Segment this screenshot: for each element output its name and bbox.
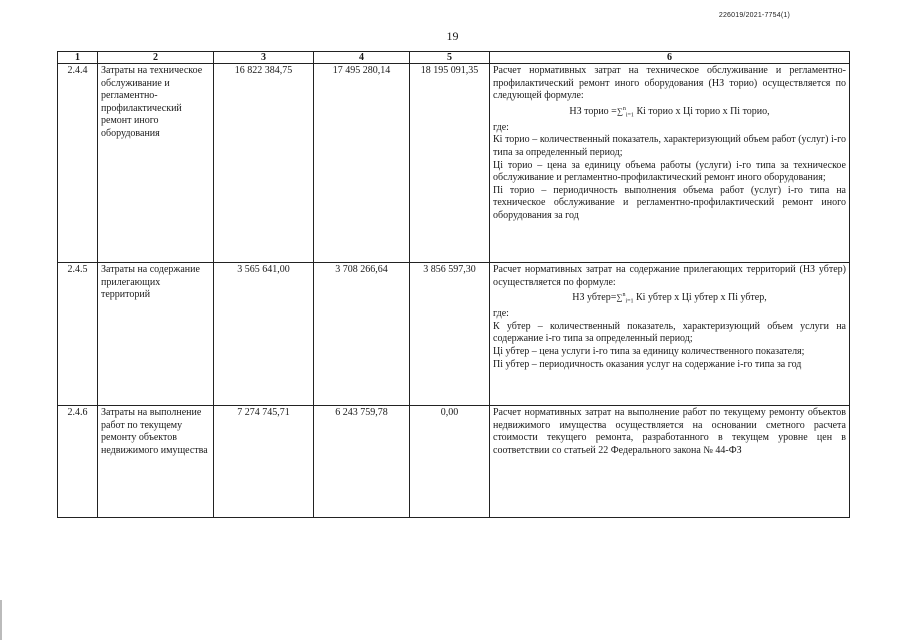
scan-edge-divider [0,600,2,640]
document-number: 226019/2021-7754(1) [718,12,790,19]
formula-right: Кi убтер x Цi убтер x Пi убтер, [633,292,767,304]
definition: Цi убтер – цена услуги i-го типа за единицу количественного показателя; [493,346,805,358]
calculation-description [490,406,850,518]
value-year-3: 3 856 597,30 [410,263,490,406]
table-header-row [58,52,850,64]
sum-symbol-icon: ∑$^n_{i=1}$ [616,292,634,305]
cost-item-name: Затраты на содержание прилегающих территорий [98,263,214,406]
value-year-3: 0,00 [410,406,490,518]
column-header: 2 [98,52,214,64]
row-number: 2.4.6 [58,406,98,518]
calculation-description [490,263,850,406]
cost-item-name: Затраты на техническое обслуживание и регламентно-профилактический ремонт иного оборудования [98,64,214,263]
value-year-3: 18 195 091,35 [410,64,490,263]
value-year-2: 6 243 759,78 [314,406,410,518]
definition: Пi убтер – периодичность оказания услуг на содержание i-го типа за год [493,358,802,370]
description-intro: Расчет нормативных затрат на содержание прилегающих территорий (НЗ убтер) осуществляется по формуле: [493,264,846,288]
formula [493,289,846,308]
formula-left: НЗ торио = [569,105,617,117]
definition: Пi торио – периодичность выполнения объема работ (услуг) i-го типа на техническое обслуживание и регламентно-профилактический ремонт иного оборудования за год [493,184,846,222]
formula-left: НЗ убтер= [572,292,617,304]
where-label: где: [493,121,509,133]
column-header: 5 [410,52,490,64]
definition: Кi торио – количественный показатель, характеризующий объем работ (услуг) i-го типа за определенный период; [493,134,846,159]
column-header: 4 [314,52,410,64]
cost-item-name: Затраты на выполнение работ по текущему ремонту объектов недвижимого имущества [98,406,214,518]
description-intro: Расчет нормативных затрат на техническое обслуживание и регламентно-профилактический ремонт иного оборудования (НЗ торио) осуществляется по следующей формуле: [493,65,846,102]
where-label: где: [493,308,509,320]
formula [493,103,846,122]
column-header: 1 [58,52,98,64]
cost-table [57,51,850,518]
value-year-2: 17 495 280,14 [314,64,410,263]
table-row [58,263,850,406]
description-intro: Расчет нормативных затрат на выполнение работ по текущему ремонту объектов недвижимого имущества осуществляется на основании сметного расчета стоимости текущего ремонта, разработанного в текущем уровне цен в соответствии со статьей 22 Федерального закона № 44-ФЗ [493,407,846,456]
row-number: 2.4.5 [58,263,98,406]
definition: К убтер – количественный показатель, характеризующий объем услуги на содержание i-го типа за определенный период; [493,320,846,345]
value-year-1: 7 274 745,71 [214,406,314,518]
page-number: 19 [446,29,459,43]
value-year-1: 3 565 641,00 [214,263,314,406]
calculation-description [490,64,850,263]
definition: Цi торио – цена за единицу объема работы (услуги) i-го типа за техническое обслуживание и регламентно-профилактический ремонт иного оборудования; [493,159,846,184]
table-row [58,406,850,518]
table-row [58,64,850,263]
row-number: 2.4.4 [58,64,98,263]
sum-symbol-icon: ∑$^n_{i=1}$ [616,105,634,119]
column-header: 3 [214,52,314,64]
value-year-1: 16 822 384,75 [214,64,314,263]
formula-right: Кi торио x Цi торио x Пi торио, [633,105,770,117]
value-year-2: 3 708 266,64 [314,263,410,406]
column-header: 6 [490,52,850,64]
